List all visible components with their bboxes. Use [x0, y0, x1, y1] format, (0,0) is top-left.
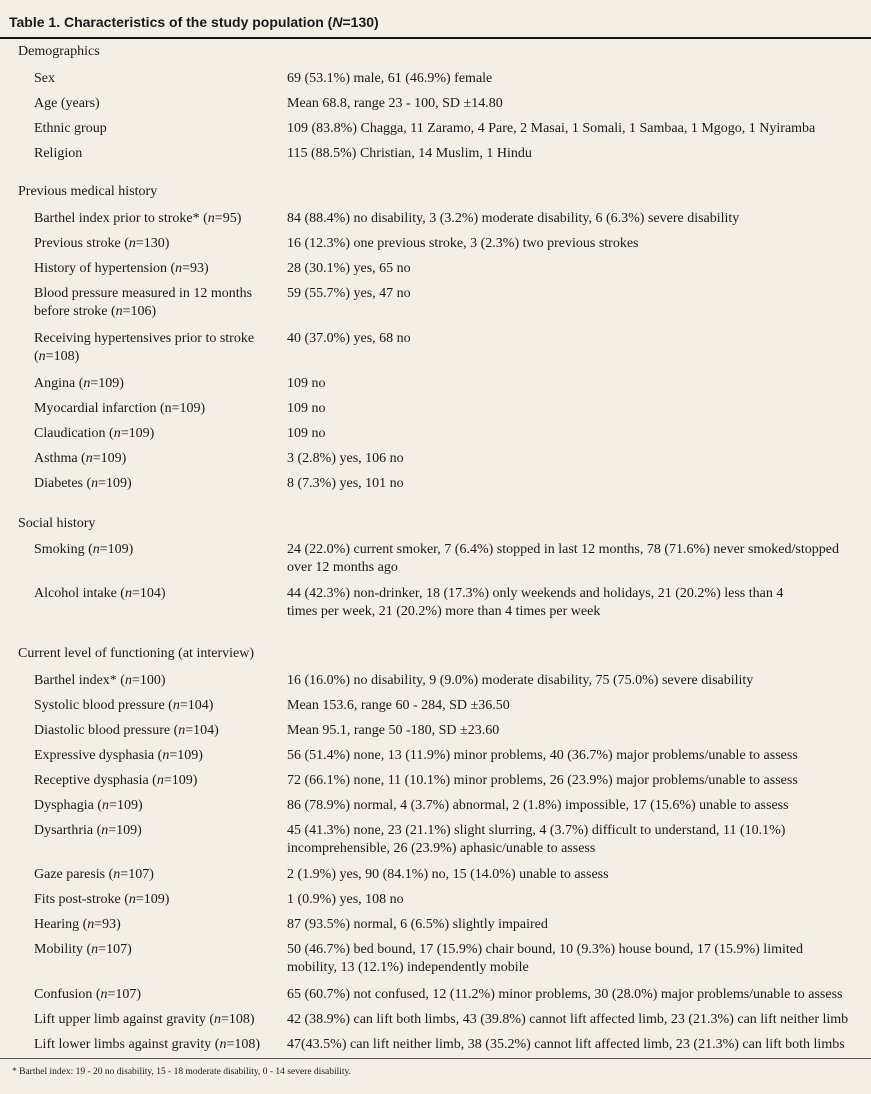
row-value: 59 (55.7%) yes, 47 no: [287, 286, 411, 301]
row-value: 16 (16.0%) no disability, 9 (9.0%) moderate disability, 75 (75.0%) severe disability: [287, 673, 754, 688]
row-label: Lift lower limbs against gravity (n=108): [34, 1037, 261, 1052]
row-value: 2 (1.9%) yes, 90 (84.1%) no, 15 (14.0%) unable to assess: [287, 867, 609, 882]
row-label: Previous stroke (n=130): [34, 236, 170, 251]
row-value: 42 (38.9%) can lift both limbs, 43 (39.8%) cannot lift affected limb, 23 (21.3%) can lift neither limb: [287, 1012, 849, 1027]
section-heading: Current level of functioning (at interview): [18, 646, 254, 661]
bottom-rule: [0, 1058, 871, 1059]
row-value: 109 (83.8%) Chagga, 11 Zaramo, 4 Pare, 2 Masai, 1 Somali, 1 Sambaa, 1 Mgogo, 1 Nyiramba: [287, 121, 816, 136]
row-value: 109 no: [287, 401, 326, 416]
title-suffix: =130): [342, 14, 379, 30]
row-value: 86 (78.9%) normal, 4 (3.7%) abnormal, 2 (1.8%) impossible, 17 (15.6%) unable to assess: [287, 798, 789, 813]
row-value: 72 (66.1%) none, 11 (10.1%) minor problems, 26 (23.9%) major problems/unable to assess: [287, 773, 798, 788]
row-label: Barthel index* (n=100): [34, 673, 166, 688]
row-value: 3 (2.8%) yes, 106 no: [287, 451, 404, 466]
row-label: Ethnic group: [34, 121, 107, 136]
row-value: 65 (60.7%) not confused, 12 (11.2%) minor problems, 30 (28.0%) major problems/unable to assess: [287, 987, 843, 1002]
row-label: Alcohol intake (n=104): [34, 586, 166, 601]
row-value: 50 (46.7%) bed bound, 17 (15.9%) chair bound, 10 (9.3%) house bound, 17 (15.9%) limited mobility, 13 (12.1%) independently mobile: [287, 942, 803, 975]
row-label: Myocardial infarction (n=109): [34, 401, 206, 416]
row-value: 28 (30.1%) yes, 65 no: [287, 261, 411, 276]
row-value: 24 (22.0%) current smoker, 7 (6.4%) stopped in last 12 months, 78 (71.6%) never smoked/stopped over 12 months ago: [287, 542, 839, 575]
row-label: Claudication (n=109): [34, 426, 155, 441]
row-value: Mean 68.8, range 23 - 100, SD ±14.80: [287, 96, 503, 111]
row-label: Asthma (n=109): [34, 451, 127, 466]
row-value: 16 (12.3%) one previous stroke, 3 (2.3%) two previous strokes: [287, 236, 639, 251]
row-label: Barthel index prior to stroke* (n=95): [34, 211, 242, 226]
row-value: 47(43.5%) can lift neither limb, 38 (35.2%) cannot lift affected limb, 23 (21.3%) can lift both limbs: [287, 1037, 845, 1052]
row-label: Hearing (n=93): [34, 917, 121, 932]
title-n: N: [332, 14, 343, 30]
section-heading: Social history: [18, 516, 96, 531]
title-prefix: Table 1. Characteristics of the study population (: [9, 14, 333, 30]
row-value: Mean 153.6, range 60 - 284, SD ±36.50: [287, 698, 510, 713]
row-label: Systolic blood pressure (n=104): [34, 698, 214, 713]
section-heading: Previous medical history: [18, 184, 158, 199]
row-value: Mean 95.1, range 50 -180, SD ±23.60: [287, 723, 500, 738]
row-value: 8 (7.3%) yes, 101 no: [287, 476, 404, 491]
row-label: Dysarthria (n=109): [34, 823, 142, 838]
row-label: Receptive dysphasia (n=109): [34, 773, 198, 788]
row-value: 56 (51.4%) none, 13 (11.9%) minor problems, 40 (36.7%) major problems/unable to assess: [287, 748, 798, 763]
row-value: 44 (42.3%) non-drinker, 18 (17.3%) only weekends and holidays, 21 (20.2%) less than 4 times per week, 21 (20.2%) more than 4 times per week: [287, 586, 784, 619]
table-title-bar: [0, 0, 871, 39]
row-value: 109 no: [287, 426, 326, 441]
row-label: Angina (n=109): [34, 376, 124, 391]
row-value: 115 (88.5%) Christian, 14 Muslim, 1 Hindu: [287, 146, 532, 161]
row-label: Fits post-stroke (n=109): [34, 892, 170, 907]
row-label: Diabetes (n=109): [34, 476, 132, 491]
row-label: Confusion (n=107): [34, 987, 142, 1002]
row-label: History of hypertension (n=93): [34, 261, 209, 276]
row-value: 109 no: [287, 376, 326, 391]
row-label: Expressive dysphasia (n=109): [34, 748, 203, 763]
table-title: [9, 14, 379, 30]
row-value: 45 (41.3%) none, 23 (21.1%) slight slurring, 4 (3.7%) difficult to understand, 11 (10.1%) incomprehensible, 26 (23.9%) aphasic/unable to assess: [287, 823, 786, 856]
row-label: Dysphagia (n=109): [34, 798, 143, 813]
row-label: Sex: [34, 71, 55, 86]
row-label: Gaze paresis (n=107): [34, 867, 154, 882]
row-value: 84 (88.4%) no disability, 3 (3.2%) moderate disability, 6 (6.3%) severe disability: [287, 211, 740, 226]
row-value: 1 (0.9%) yes, 108 no: [287, 892, 404, 907]
section-heading: Demographics: [18, 44, 100, 59]
row-label: Age (years): [34, 96, 100, 111]
row-value: 40 (37.0%) yes, 68 no: [287, 331, 411, 346]
row-value: 87 (93.5%) normal, 6 (6.5%) slightly impaired: [287, 917, 548, 932]
row-label: Mobility (n=107): [34, 942, 132, 957]
row-label: Diastolic blood pressure (n=104): [34, 723, 219, 738]
row-label: Lift upper limb against gravity (n=108): [34, 1012, 255, 1027]
row-label: Religion: [34, 146, 83, 161]
row-label: Smoking (n=109): [34, 542, 134, 557]
row-label: Receiving hypertensives prior to stroke (n=108): [34, 331, 255, 364]
footnote: * Barthel index: 19 - 20 no disability, 15 - 18 moderate disability, 0 - 14 severe disability.: [12, 1067, 352, 1077]
row-value: 69 (53.1%) male, 61 (46.9%) female: [287, 71, 493, 86]
row-label: Blood pressure measured in 12 months before stroke (n=106): [34, 286, 253, 319]
